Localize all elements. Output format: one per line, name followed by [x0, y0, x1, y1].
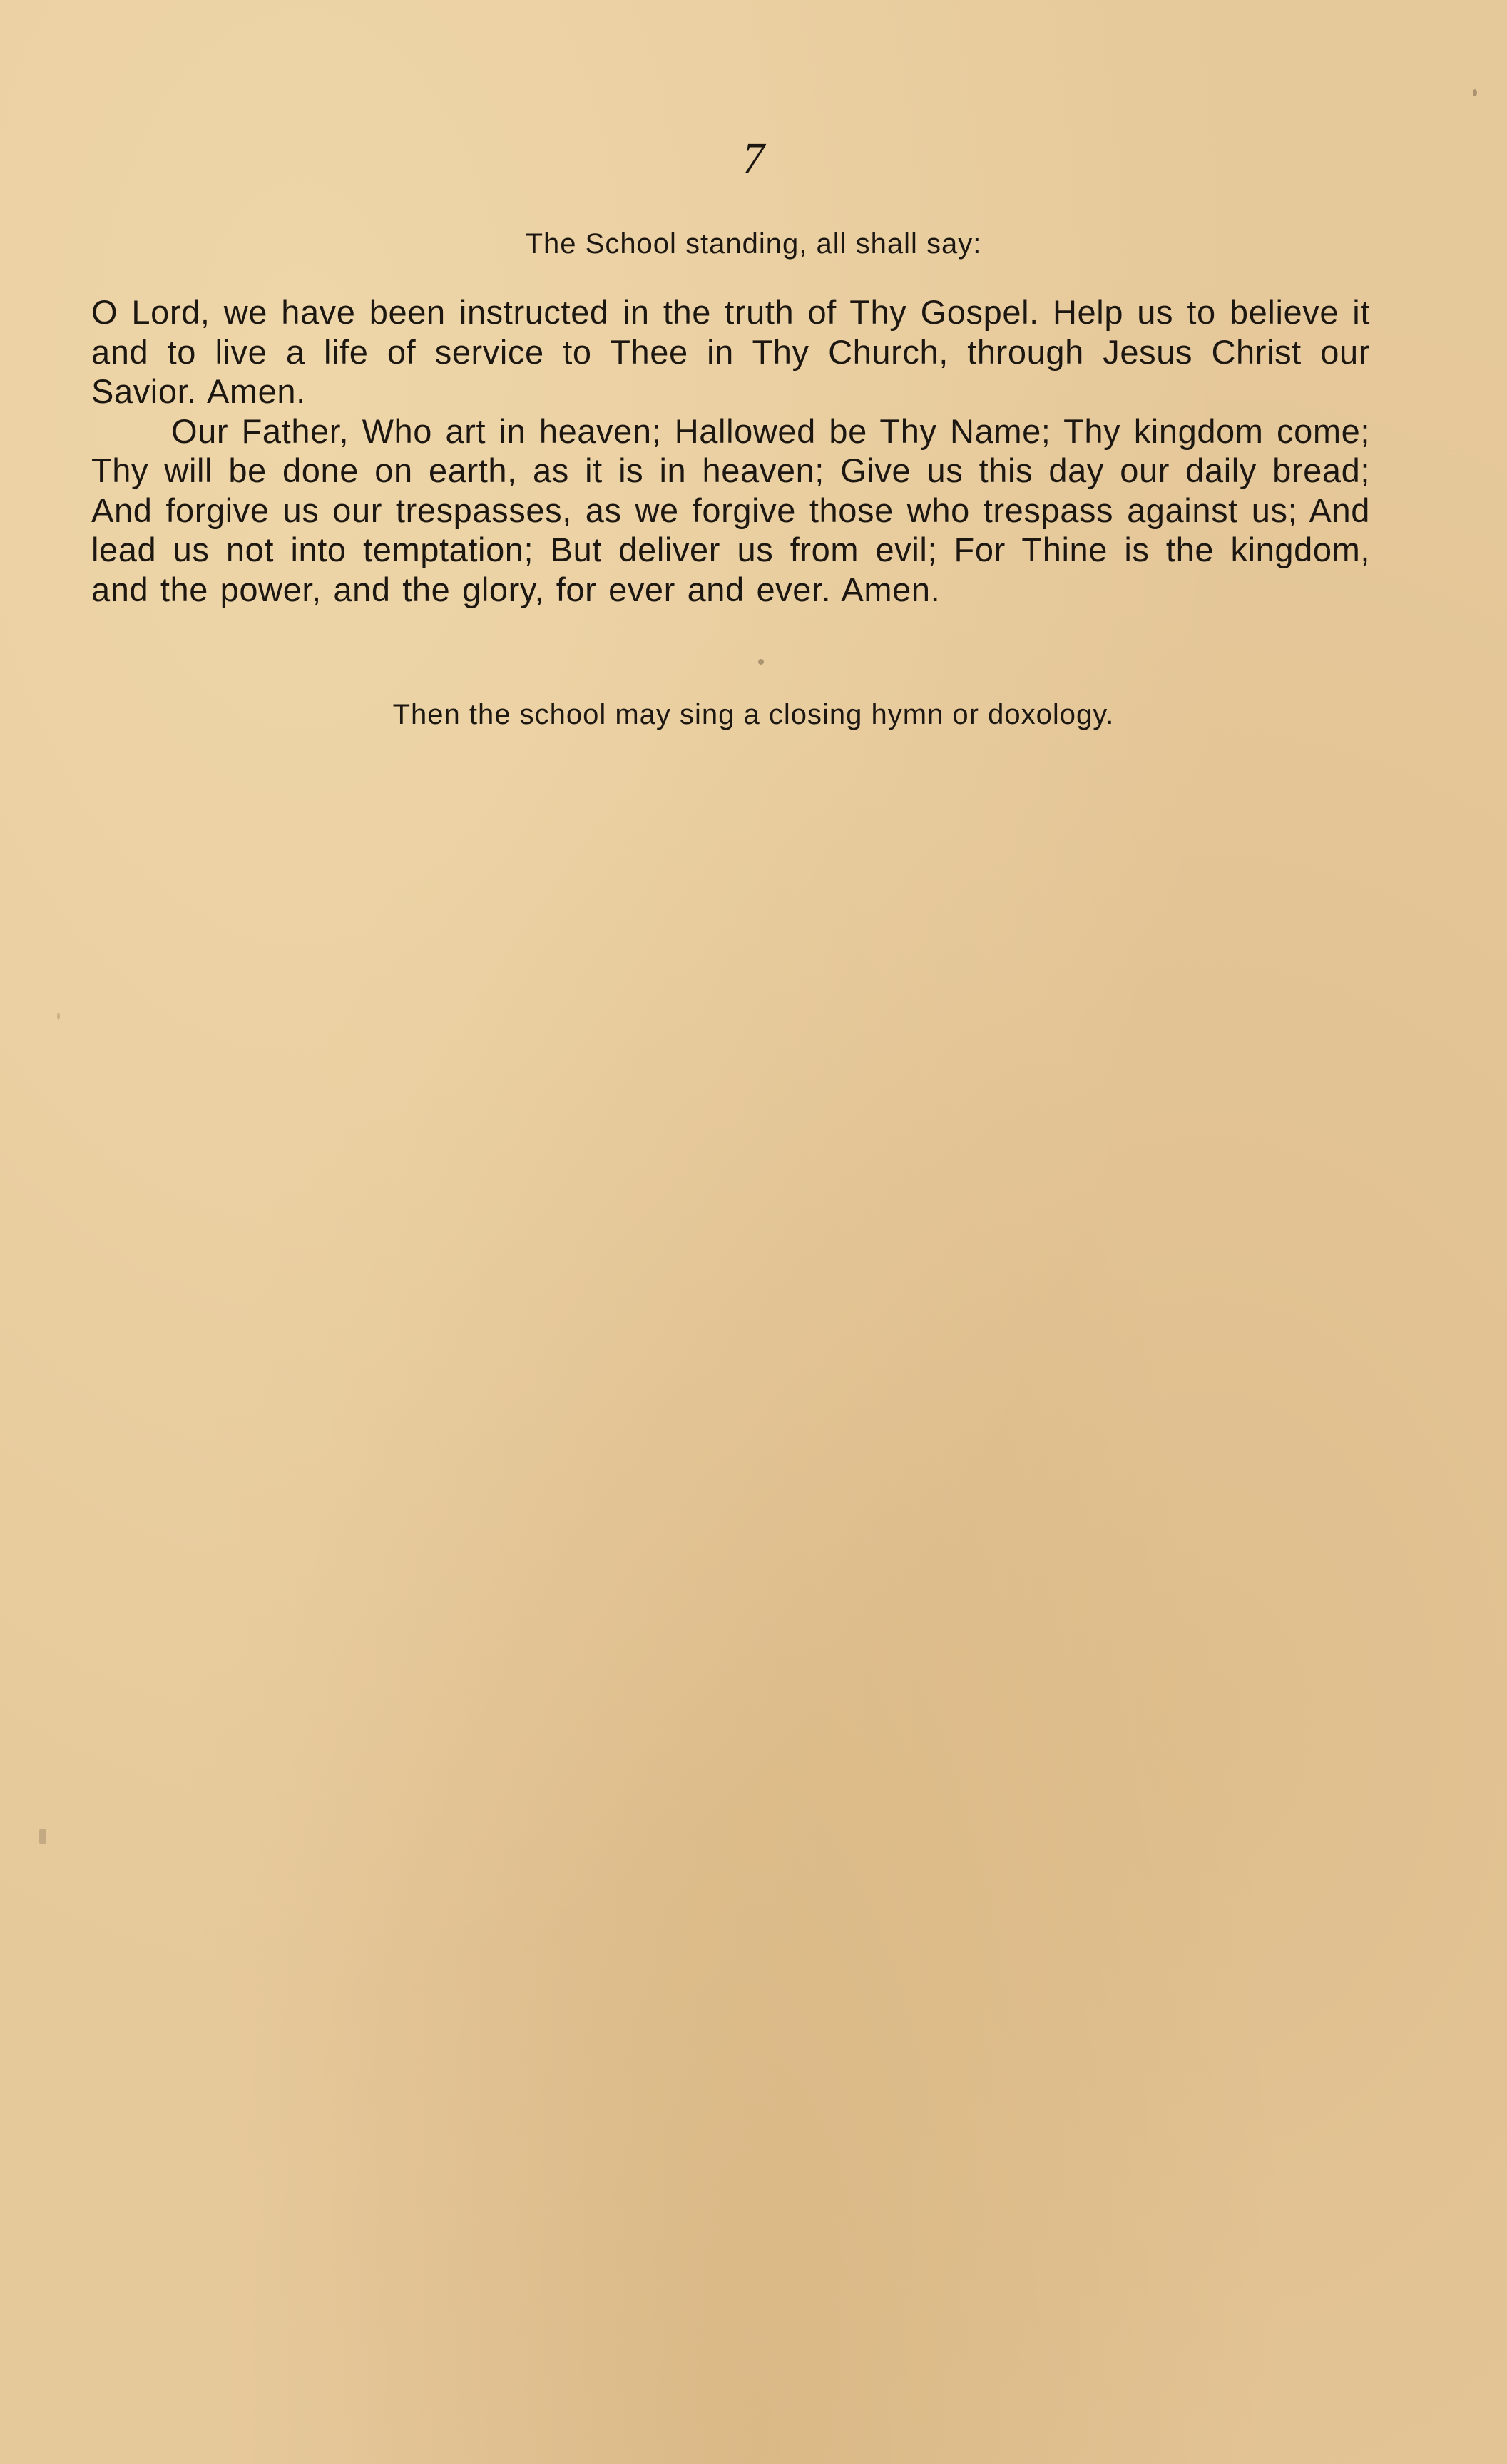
rubric-instruction: The School standing, all shall say: — [525, 228, 982, 260]
collect-paragraph: O Lord, we have been instructed in the truth of Thy Gospel. Help us to believe it and to live a life of service to Thee in Thy Church, through Jesus Christ our Savior. Amen. — [91, 293, 1370, 410]
prayer-text — [91, 292, 1370, 609]
lords-prayer-paragraph: Our Father, Who art in heaven; Hallowed be Thy Name; Thy kingdom come; Thy will be done on earth, as it is in heaven; Give us this day our daily bread; And forgive us our trespasses, as we forgive those who trespass against us; And lead us not into temptation; But deliver us from evil; For Thine is the kingdom, and the power, and the glory, for ever and ever. Amen. — [91, 411, 1370, 608]
paper-speck — [57, 1013, 60, 1020]
paper-speck — [39, 1829, 46, 1844]
closing-rubric: Then the school may sing a closing hymn or doxology. — [392, 699, 1115, 730]
paper-speck — [1473, 89, 1477, 96]
page-number: 7 — [742, 135, 765, 183]
paper-speck — [758, 659, 764, 665]
